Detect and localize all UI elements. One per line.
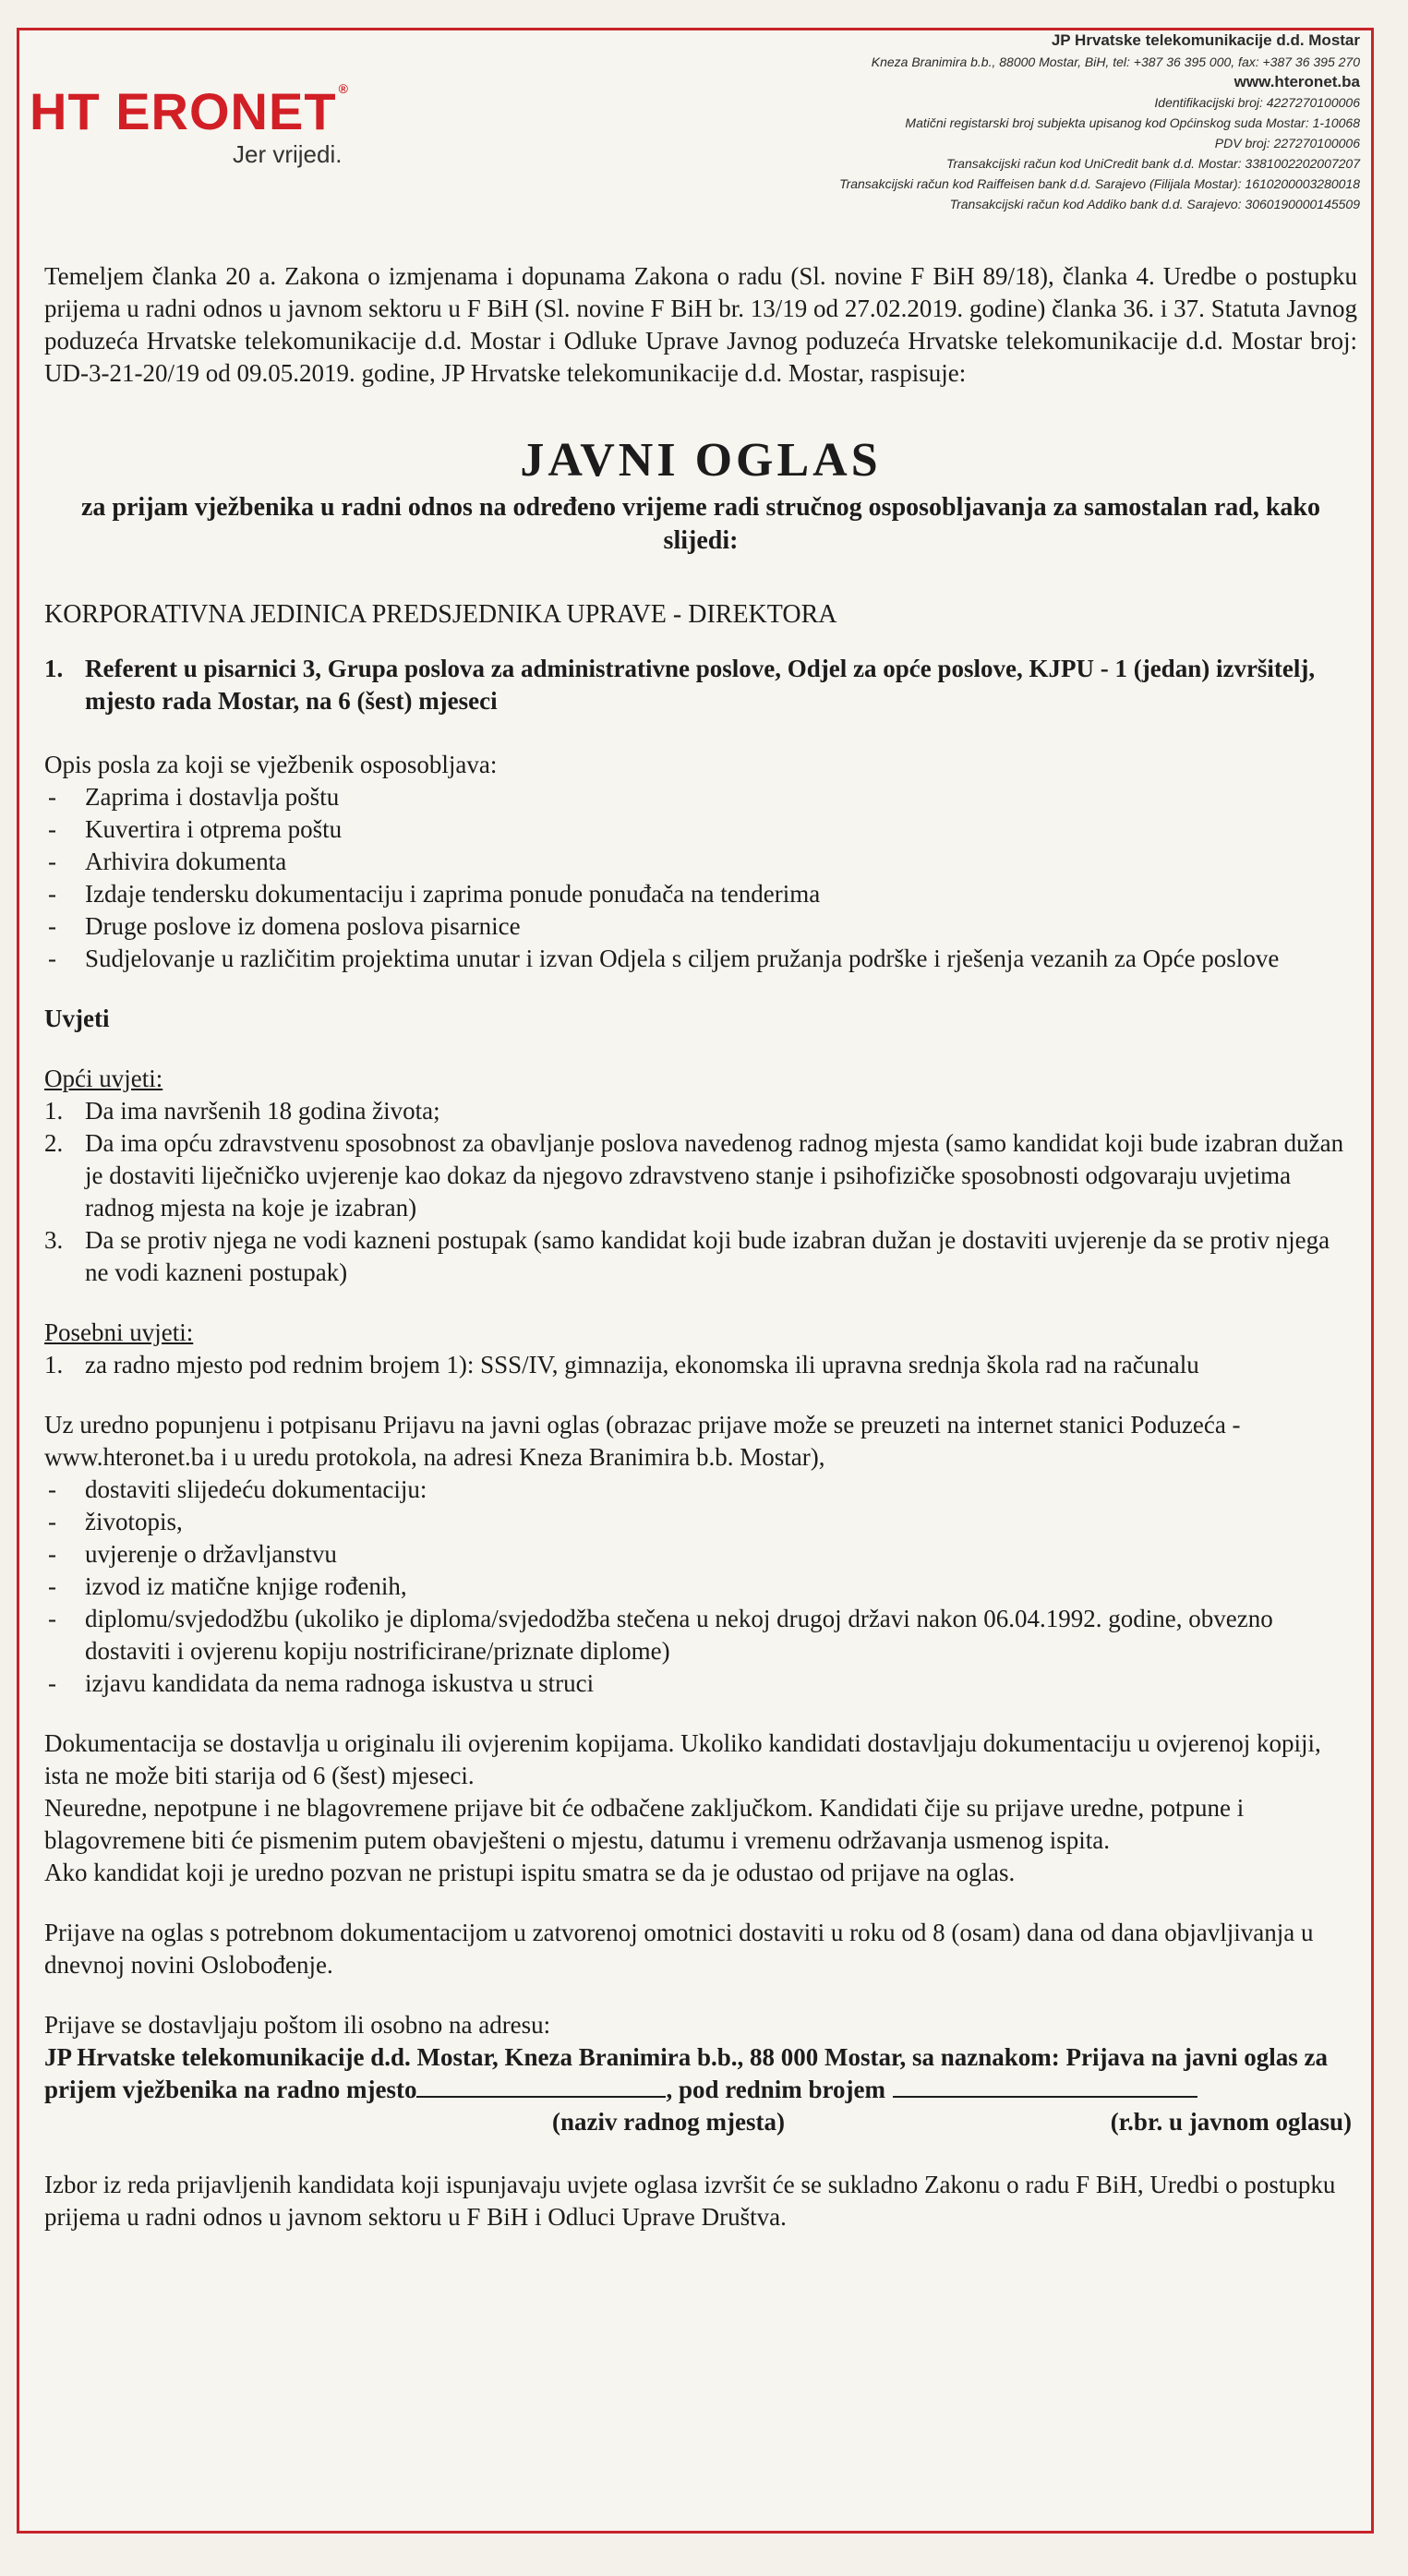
submit-address [44, 2041, 1357, 2106]
special-conditions-list [44, 1349, 1357, 1381]
company-id-number: Identifikacijski broj: 4227270100006 [1154, 95, 1360, 110]
list-item: - životopis, [44, 1506, 1357, 1538]
list-item: 1. Da ima navršenih 18 godina života; [44, 1097, 440, 1125]
position-number-label: (r.br. u javnom oglasu) [1110, 2108, 1352, 2136]
list-item: 3. Da se protiv njega ne vodi kazneni postupak (samo kandidat koji bude izabran dužan je dostaviti uvjerenje da se protiv njega ne vodi kazneni postupak) [44, 1226, 1330, 1286]
company-account-3: Transakcijski račun kod Addiko bank d.d. Sarajevo: 3060190000145509 [949, 197, 1360, 211]
general-conditions-list [44, 1095, 1357, 1289]
trademark-mark: ® [338, 81, 349, 96]
job-desc-list [44, 781, 1357, 975]
list-item: - dostaviti slijedeću dokumentaciju: [44, 1474, 1357, 1506]
company-name: JP Hrvatske telekomunikacije d.d. Mostar [1051, 31, 1360, 49]
company-address: Kneza Branimira b.b., 88000 Mostar, BiH, tel: +387 36 395 000, fax: +387 36 395 270 [871, 54, 1360, 69]
list-item: - izjavu kandidata da nema radnoga iskustva u struci [44, 1667, 1357, 1700]
company-logo [30, 81, 349, 141]
logo-tagline: Jer vrijedi. [233, 140, 343, 168]
list-item: - Sudjelovanje u različitim projektima unutar i izvan Odjela s ciljem pružanja podrške i rješenja vezanih za Opće poslove [44, 943, 1357, 975]
required-documents-list [44, 1474, 1357, 1700]
docs-note-absence: Ako kandidat koji je uredno pozvan ne pristupi ispitu smatra se da je odustao od prijave na oglas. [44, 1859, 1016, 1886]
blank-labels [44, 2106, 1357, 2141]
list-item: 1. za radno mjesto pod rednim brojem 1): SSS/IV, gimnazija, ekonomska ili upravna srednja škola rad na računalu [44, 1351, 1199, 1378]
company-registry: Matični registarski broj subjekta upisanog kod Općinskog suda Mostar: 1-10068 [905, 115, 1360, 130]
job-desc-heading: Opis posla za koji se vježbenik osposobljava: [44, 751, 498, 778]
list-item: - Druge poslove iz domena poslova pisarnice [44, 910, 1357, 943]
company-website: www.hteronet.ba [1234, 73, 1360, 90]
ad-title: JAVNI OGLAS [520, 434, 882, 487]
list-item: - uvjerenje o državljanstvu [44, 1538, 1357, 1571]
special-conditions-heading: Posebni uvjeti: [44, 1318, 194, 1346]
list-item: - Kuvertira i otprema poštu [44, 813, 1357, 846]
ad-subtitle: za prijam vježbenika u radni odnos na određeno vrijeme radi stručnog osposobljavanja za samostalan rad, kako slijedi: [80, 493, 1320, 555]
list-item: - Arhivira dokumenta [44, 846, 1357, 878]
application-intro: Uz uredno popunjenu i potpisanu Prijavu na javni oglas (obrazac prijave može se preuzeti na internet stanici Poduzeća - www.hteronet.ba i u uredu protokola, na adresi Kneza Branimira b.b. Mostar), [44, 1411, 1241, 1471]
submit-intro: Prijave se dostavljaju poštom ili osobno na adresu: [44, 2011, 551, 2039]
job-position [44, 653, 1357, 717]
conditions-heading: Uvjeti [44, 1005, 110, 1032]
position-text: Referent u pisarnici 3, Grupa poslova za administrativne poslove, Odjel za opće poslove, KJPU - 1 (jedan) izvršitelj, mjesto rada Mostar, na 6 (šest) mjeseci [85, 655, 1316, 715]
company-account-1: Transakcijski račun kod UniCredit bank d.d. Mostar: 3381002202007207 [946, 156, 1360, 171]
deadline-text: Prijave na oglas s potrebnom dokumentacijom u zatvorenoj omotnici dostaviti u roku od 8 (osam) dana od dana objavljivanja u dnevnoj novini Oslobođenje. [44, 1919, 1314, 1979]
job-name-blank [416, 2074, 666, 2098]
logo-text: HT ERONET [30, 82, 337, 140]
position-number-blank [893, 2074, 1197, 2098]
company-account-2: Transakcijski račun kod Raiffeisen bank d.d. Sarajevo (Filijala Mostar): 1610200003280018 [839, 176, 1360, 191]
list-item: - Zaprima i dostavlja poštu [44, 781, 1357, 813]
docs-note-original: Dokumentacija se dostavlja u originalu ili ovjerenim kopijama. Ukoliko kandidati dostavljaju dokumentaciju u ovjerenoj kopiji, ista ne može biti starija od 6 (šest) mjeseci. [44, 1729, 1321, 1789]
list-item: - izvod iz matične knjige rođenih, [44, 1571, 1357, 1603]
closing-text: Izbor iz reda prijavljenih kandidata koji ispunjavaju uvjete oglasa izvršit će se sukladno Zakonu o radu F BiH, Uredbi o postupku prijema u radni odnos u javnom sektoru u F BiH i Odluci Uprave Društva. [44, 2171, 1336, 2231]
list-item: - Izdaje tendersku dokumentaciju i zaprima ponude ponuđača na tenderima [44, 878, 1357, 910]
docs-note-rejection: Neuredne, nepotpune i ne blagovremene prijave bit će odbačene zaključkom. Kandidati čije su prijave uredne, potpune i blagovremene biti će pismenim putem obavješteni o mjestu, datumu i vremenu održavanja usmenog ispita. [44, 1794, 1245, 1854]
list-item: 2. Da ima opću zdravstvenu sposobnost za obavljanje poslova navedenog radnog mjesta (samo kandidat koji bude izabran dužan je dostaviti liječničko uvjerenje kao dokaz da njegovo zdravstveno stanje i psihofizičke sposobnosti odgovaraju uvjetima radnog mjesta na koje je izabran) [44, 1129, 1344, 1222]
position-number: 1. [44, 655, 64, 682]
list-item: - diplomu/svjedodžbu (ukoliko je diploma/svjedodžba stečena u nekoj drugoj državi nakon 06.04.1992. godine, obvezno dostaviti i ovjerenu kopiju nostrificirane/priznate diplome) [44, 1603, 1357, 1667]
company-vat: PDV broj: 227270100006 [1214, 136, 1360, 150]
legal-intro: Temeljem članka 20 a. Zakona o izmjenama i dopunama Zakona o radu (Sl. novine F BiH 89/18), članka 4. Uredbe o postupku prijema u radni odnos u javnom sektoru u F BiH (Sl. novine F BiH br. 13/19 od 27.02.2019. godine) članka 36. i 37. Statuta Javnog poduzeća Hrvatske telekomunikacije d.d. Mostar i Odluke Uprave Javnog poduzeća Hrvatske telekomunikacije d.d. Mostar broj: UD-3-21-20/19 od 09.05.2019. godine, JP Hrvatske telekomunikacije d.d. Mostar, raspisuje: [44, 262, 1357, 387]
organizational-unit: KORPORATIVNA JEDINICA PREDSJEDNIKA UPRAVE - DIREKTORA [44, 600, 837, 629]
submit-address-text: JP Hrvatske telekomunikacije d.d. Mostar, Kneza Branimira b.b., 88 000 Mostar, sa naznakom: Prijava na javni oglas za prijem vježbenika na radno mjesto [44, 2043, 1328, 2103]
general-conditions-heading: Opći uvjeti: [44, 1065, 163, 1092]
company-info [603, 30, 1360, 214]
ad-body [44, 260, 1357, 2233]
job-name-label: (naziv radnog mjesta) [552, 2108, 785, 2136]
submit-mid-text: , pod rednim brojem [666, 2076, 885, 2103]
